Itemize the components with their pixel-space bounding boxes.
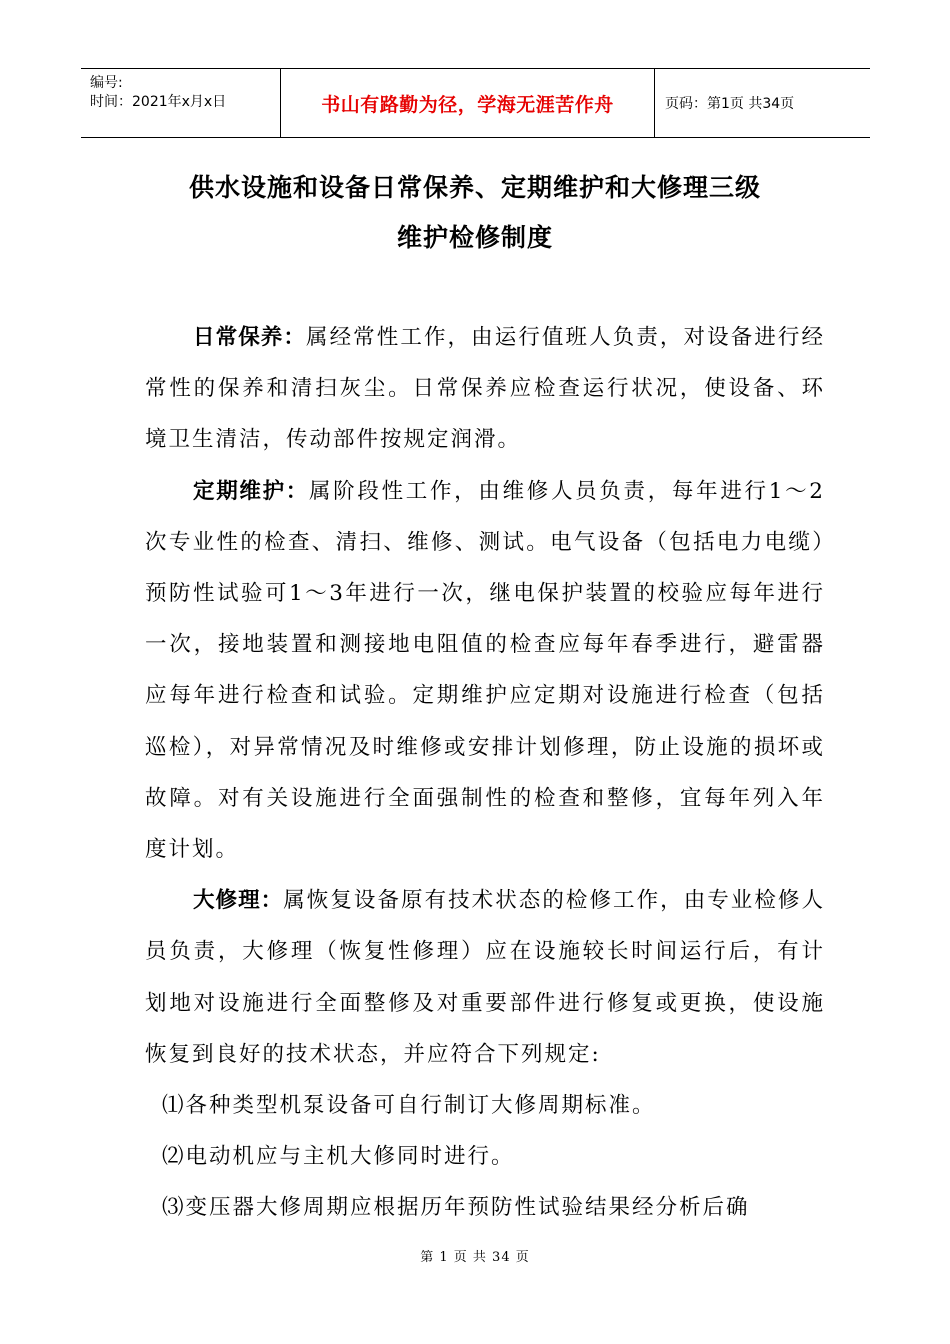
list-item: ⑶变压器大修周期应根据历年预防性试验结果经分析后确 [162, 1195, 750, 1221]
document-title-line2: 维护检修制度 [396, 223, 553, 252]
document-body [145, 312, 825, 1234]
header-page-info: 页码：第1页 共34页 [665, 96, 795, 112]
section-lead: 定期维护： [193, 478, 309, 504]
list-item: ⑴各种类型机泵设备可自行制订大修周期标准。 [162, 1093, 656, 1119]
section-lead: 大修理： [193, 888, 284, 914]
serial-label: 编号: [90, 75, 123, 91]
document-title-line1: 供水设施和设备日常保养、定期维护和大修理三级 [188, 173, 761, 202]
section-text: 属阶段性工作，由维修人员负责，每年进行1～2次专业性的检查、清扫、维修、测试。电气设备（包括电力电缆）预防性试验可1～3年进行一次，继电保护装置的校验应每年进行一次，接地装置和测接地电阻值的检查应每年春季进行，避雷器应每年进行检查和试验。定期维护应定期对设施进行检查（包括巡检），对异常情况及时维修或安排计划修理，防止设施的损坏或故障。对有关设施进行全面强制性的检查和整修，宜每年列入年度计划。 [145, 478, 825, 863]
section-lead: 日常保养： [193, 325, 306, 350]
section-overhaul [145, 875, 825, 1080]
section-text: 属恢复设备原有技术状态的检修工作，由专业检修人员负责，大修理（恢复性修理）应在设施较长时间运行后，有计划地对设施进行全面整修及对重要部件进行修复或更换，使设施恢复到良好的技术状态，并应符合下列规定: [145, 888, 825, 1067]
list-item: ⑵电动机应与主机大修同时进行。 [162, 1144, 515, 1170]
section-periodic-maintenance [145, 466, 825, 876]
header-motto: 书山有路勤为径，学海无涯苦作舟 [321, 93, 614, 116]
header-motto-cell [281, 69, 655, 137]
header-meta [81, 69, 281, 137]
page-footer: 第 1 页 共 34 页 [420, 1250, 530, 1265]
header-table [81, 68, 870, 138]
section-text: 属经常性工作，由运行值班人负责，对设备进行经常性的保养和清扫灰尘。日常保养应检查运行状况，使设备、环境卫生清洁，传动部件按规定润滑。 [145, 325, 825, 453]
time-label: 时间：2021年x月x日 [90, 94, 227, 110]
section-daily-maintenance [145, 312, 825, 466]
